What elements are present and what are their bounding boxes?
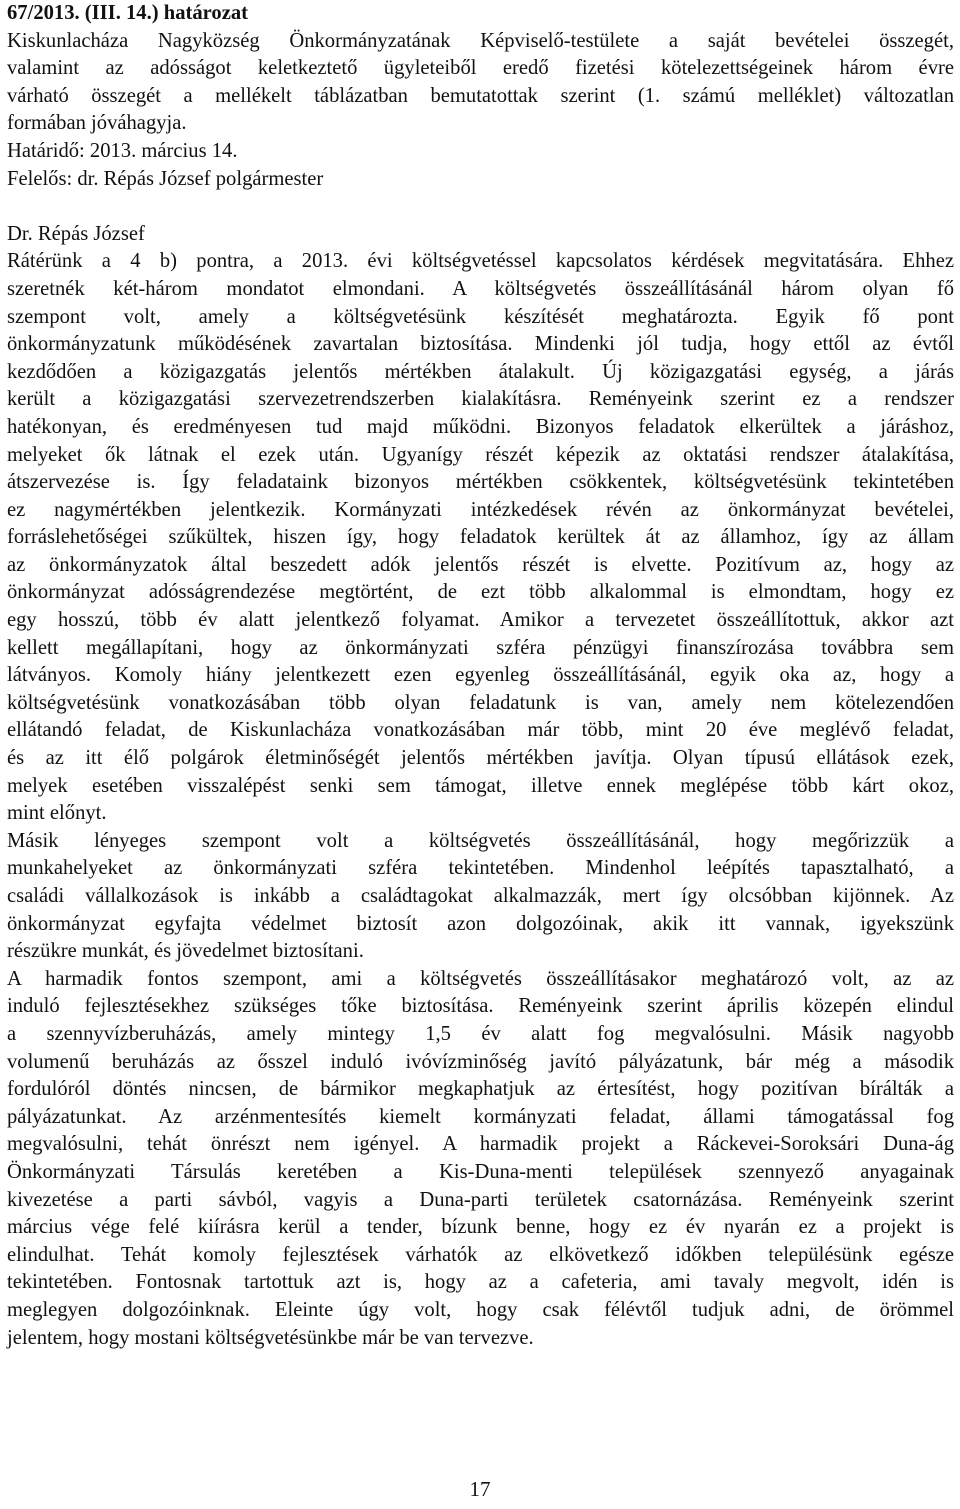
speech-line: melyeket ők látnak el ezek után. Ugyanígy részét képezik az oktatási rendszer átalakítása, [7,443,954,466]
blank-spacer [7,193,954,221]
speech-line: az önkormányzatok által beszedett adók jelentős részét is elvette. Pozitívum az, hogy az [7,553,954,576]
speech-line: munkahelyeket az önkormányzati szféra tekintetében. Mindenhol leépítés tapasztalható, a [7,857,954,880]
speech-paragraph-2 [7,828,954,966]
speech-line: Rátérünk a 4 b) pontra, a 2013. évi költségvetéssel kapcsolatos kérdések megvitatására. Ehhez [7,250,954,273]
speech-line: került a közigazgatási szervezetrendszerben kialakításra. Reményeink szerint ez a rendszer [7,388,954,411]
document-page [7,0,954,1352]
speech-line: átszervezése is. Így feladataink bizonyos mértékben csökkentek, költségvetésünk tekintetében [7,471,954,494]
resolution-line: várható összegét a mellékelt táblázatban bemutatottak szerint (1. számú melléklet) változatlan [7,84,954,107]
speech-line: Önkormányzati Társulás keretében a Kis-Duna-menti települések szennyező anyagainak [7,1160,954,1183]
speech-line: fordulóról döntés nincsen, de bármikor megkaphatjuk az értesítést, hogy pozitívan bírálták a [7,1078,954,1101]
speech-line: melyek esetében visszalépést senki sem támogat, illetve ennek meglépése több kárt okoz, [7,774,954,797]
speech-line: ez nagymértékben jelentkezik. Kormányzati intézkedések révén az önkormányzat bevételei, [7,498,954,521]
speech-line: tekintetében. Fontosnak tartottuk azt is, hogy az a cafeteria, ami tavaly megvolt, idén is [7,1271,954,1294]
speech-line: elindulhat. Tehát komoly fejlesztések várhatók az elkövetkező időkben településünk egésze [7,1243,954,1266]
speech-line: mint előnyt. [7,802,107,825]
speech-line: kivezetése a parti sávból, vagyis a Duna-parti területek csatornázása. Reményeink szerint [7,1188,954,1211]
speech-line: költségvetésünk vonatkozásában több olyan feladatunk is van, amely nem kötelezendően [7,691,954,714]
speech-line: forráslehetőségei szűkültek, hiszen így, hogy feladatok kerültek át az államhoz, így az állam [7,526,954,549]
speech-line: induló fejlesztésekhez szükséges tőke biztosítása. Reményeink szerint április közepén elindul [7,995,954,1018]
resolution-text [7,28,954,138]
speech-line: látványos. Komoly hiány jelentkezett ezen egyenleg összeállításánál, egyik oka az, hogy a [7,664,954,687]
resolution-line: formában jóváhagyja. [7,112,187,135]
speech-line: pályázatunkat. Az arzénmentesítés kiemelt kormányzati feladat, állami támogatással fog [7,1105,954,1128]
speech-paragraph-3 [7,966,954,1352]
speech-line: jelentem, hogy mostani költségvetésünkbe már be van tervezve. [7,1326,534,1349]
speech-line: március vége felé kiírásra kerül a tender, bízunk benne, hogy ez év nyarán ez a projekt is [7,1216,954,1239]
resolution-heading: 67/2013. (III. 14.) határozat [7,2,249,24]
speech-line: és az itt élő polgárok életminőségét jelentős mértékben javítja. Olyan típusú ellátások ezek, [7,747,954,770]
deadline: Határidő: 2013. március 14. [7,139,238,162]
speech-line: részükre munkát, és jövedelmet biztosítani. [7,940,364,963]
speech-line: a szennyvízberuházás, amely mintegy 1,5 év alatt fog megvalósulni. Másik nagyobb [7,1022,954,1045]
speech-line: kezdődően a közigazgatás jelentős mértékben átalakult. Új közigazgatási egység, a járás [7,360,954,383]
speech-line: önkormányzat egyfajta védelmet biztosít azon dolgozóinak, akik itt vannak, igyekszünk [7,912,954,935]
speech-line: volumenű beruházás az ősszel induló ivóvízminőség javító pályázatunk, bár még a második [7,1050,954,1073]
page-number: 17 [469,1477,491,1501]
speech-line: kellett megállapítani, hogy az önkormányzati szféra pénzügyi finanszírozása továbbra sem [7,636,954,659]
speech-line: meglegyen dolgozóinknak. Eleinte úgy volt, hogy csak félévtől tudjuk adni, de örömmel [7,1298,954,1321]
speech-line: szempont volt, amely a költségvetésünk készítését meghatározta. Egyik fő pont [7,305,954,328]
speech-line: szeretnék két-három mondatot elmondani. A költségvetés összeállításánál három olyan fő [7,277,954,300]
speech-line: Másik lényeges szempont volt a költségvetés összeállításánál, hogy megőrizzük a [7,829,954,852]
resolution-line: Kiskunlacháza Nagyközség Önkormányzatának Képviselő-testülete a saját bevételei összegét, [7,29,954,52]
speech-line: ellátandó feladat, de Kiskunlacháza vonatkozásában már több, mint 20 éve meglévő feladat, [7,719,954,742]
speech-line: A harmadik fontos szempont, ami a költségvetés összeállításakor meghatározó volt, az az [7,967,954,990]
speech-paragraph-1 [7,248,954,827]
speech-line: megvalósulni, tehát önrészt nem igényel. A harmadik projekt a Ráckevei-Soroksári Duna-ág [7,1133,954,1156]
responsible-person: Felelős: dr. Répás József polgármester [7,167,324,190]
speech-line: családi vállalkozások is inkább a családtagokat alkalmazzák, mert így olcsóbban kijönnek. Az [7,885,954,907]
speech-line: önkormányzatunk működésének zavartalan biztosítása. Mindenki jól tudja, hogy ettől az évtől [7,333,954,356]
speaker-name: Dr. Répás József [7,222,145,245]
speech-line: egy hosszú, több év alatt jelentkező folyamat. Amikor a tervezetet összeállítottuk, akkor azt [7,609,954,632]
speech-line: hatékonyan, és eredményesen tud majd működni. Bizonyos feladatok elkerültek a járáshoz, [7,415,954,438]
resolution-line: valamint az adósságot keletkeztető ügyleteiből eredő fizetési kötelezettségeinek három évre [7,57,954,80]
speech-line: önkormányzat adósságrendezése megtörtént, de ezt több alkalommal is elmondtam, hogy ez [7,581,954,604]
